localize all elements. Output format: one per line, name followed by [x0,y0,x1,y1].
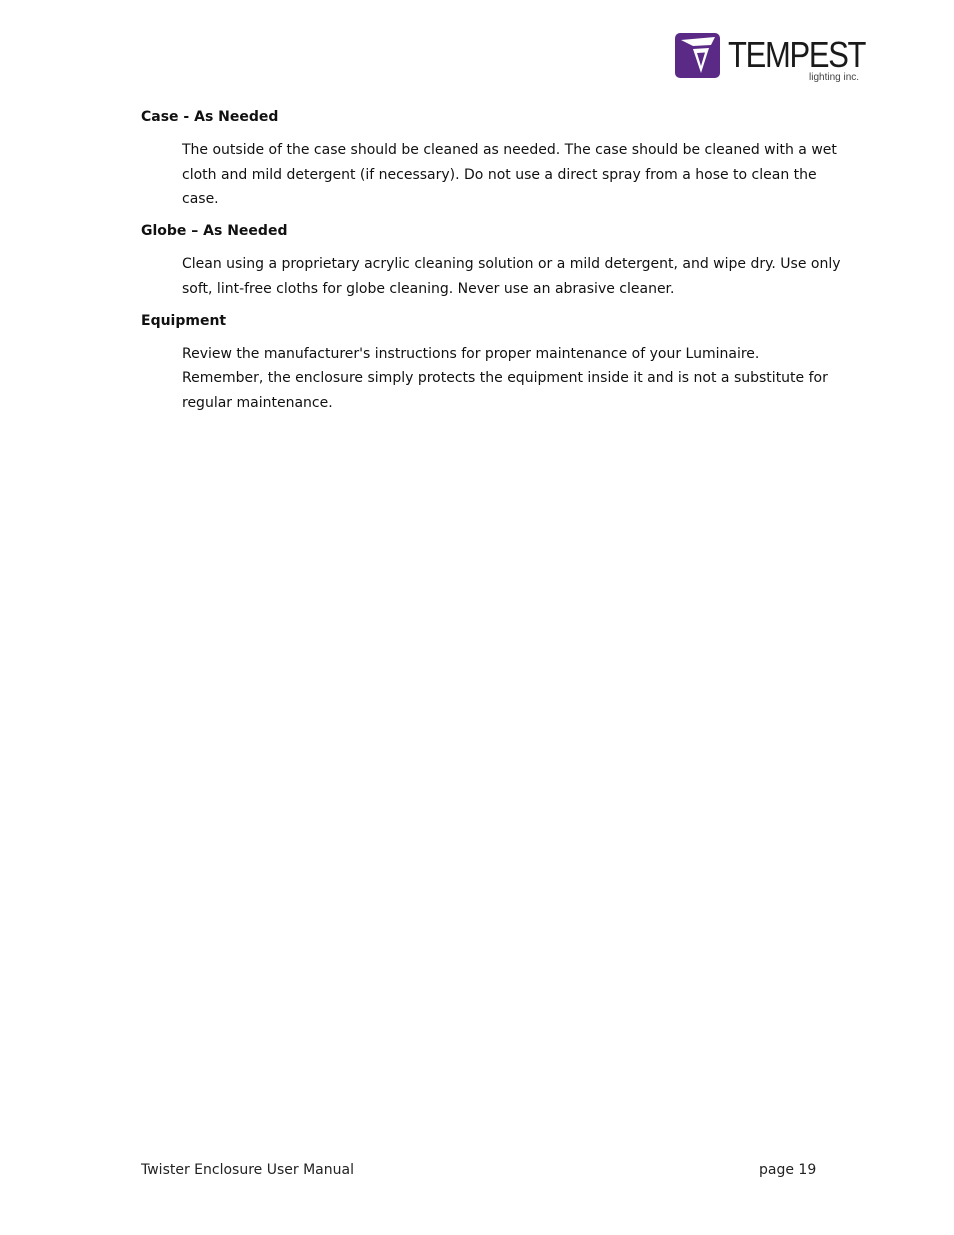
footer-page-number: page 19 [759,1162,817,1178]
section-heading: Equipment [141,312,227,329]
tempest-logo-icon [675,33,720,78]
section-equipment [141,311,861,416]
section-heading: Globe – As Needed [141,223,288,240]
footer-document-title: Twister Enclosure User Manual [141,1162,354,1178]
maintenance-content [141,107,861,416]
section-globe [141,221,861,310]
section-body: Clean using a proprietary acrylic cleaning solution or a mild detergent, and wipe dry. Use only soft, lint-free cloths for globe cleaning. Never use an abrasive cleaner. [182,256,841,297]
section-body: Review the manufacturer's instructions for proper maintenance of your Luminaire. Remember, the enclosure simply protects the equipment inside it and is not a substitute for regular maintenance. [182,345,828,411]
tempest-logo [675,33,875,88]
section-body: The outside of the case should be cleaned as needed. The case should be cleaned with a wet cloth and mild detergent (if necessary). Do not use a direct spray from a hose to clean the case. [182,142,837,208]
section-case [141,107,861,221]
section-heading: Case - As Needed [141,109,279,125]
logo-tagline: lighting inc. [809,72,860,83]
logo-wordmark: TEMPEST [728,34,866,75]
